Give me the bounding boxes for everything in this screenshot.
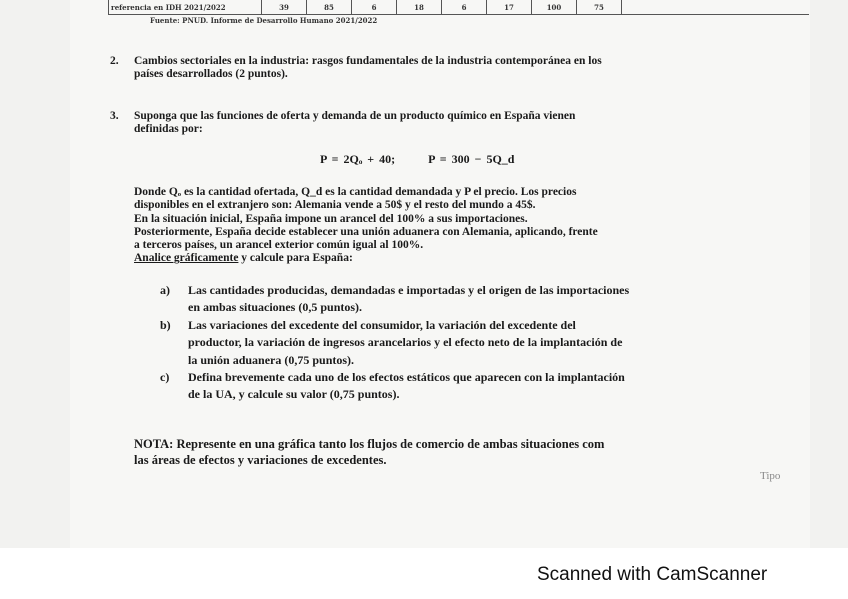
table-row-label: referencia en IDH 2021/2022 bbox=[109, 0, 262, 14]
exam-type-label: Tipo bbox=[760, 470, 781, 482]
item-line: Las cantidades producidas, demandadas e importadas y el origen de las importaciones bbox=[188, 283, 630, 297]
question-line: Suponga que las funciones de oferta y demanda de un producto químico en España vienen bbox=[134, 110, 576, 122]
problem-statement bbox=[134, 186, 774, 266]
table-cell: 39 bbox=[262, 0, 307, 14]
list-item bbox=[160, 317, 790, 369]
instruction-rest: y calcule para España: bbox=[238, 252, 353, 265]
item-line: de la UA, y calcule su valor (0,75 puntos). bbox=[188, 387, 400, 402]
note-line: NOTA: Represente en una gráfica tanto los flujos de comercio de ambas situaciones com bbox=[134, 437, 605, 451]
question-line: Cambios sectoriales en la industria: rasgos fundamentales de la industria contemporánea en los bbox=[134, 55, 602, 67]
supply-function: P = 2Qₒ + 40; bbox=[320, 152, 396, 166]
supply-demand-formula bbox=[320, 152, 514, 167]
item-line: Defina brevemente cada uno de los efectos estáticos que aparecen con la implantación bbox=[188, 370, 625, 385]
item-line: en ambas situaciones (0,5 puntos). bbox=[188, 300, 363, 315]
table-cell: 100 bbox=[532, 0, 577, 14]
underlined-instruction: Analice gráficamente bbox=[134, 252, 239, 265]
statement-line: disponibles en el extranjero son: Alemania vende a 50$ y el resto del mundo a 45$. bbox=[134, 199, 536, 212]
demand-function: P = 300 − 5Q_d bbox=[428, 152, 515, 166]
list-item bbox=[160, 369, 790, 404]
item-letter: b) bbox=[160, 317, 171, 332]
question-line: definidas por: bbox=[134, 123, 203, 136]
statement-line: En la situación inicial, España impone un arancel del 100% a sus importaciones. bbox=[134, 212, 528, 225]
statement-line: Donde Qₒ es la cantidad ofertada, Q_d es la cantidad demandada y P el precio. Los precios bbox=[134, 186, 577, 198]
question-number: 2. bbox=[110, 55, 119, 67]
item-line: productor, la variación de ingresos arancelarios y el efecto neto de la implantación de bbox=[188, 335, 623, 350]
question-text bbox=[134, 110, 575, 137]
item-line: la unión aduanera (0,75 puntos). bbox=[188, 352, 355, 367]
item-letter: c) bbox=[160, 370, 170, 385]
question-text bbox=[134, 55, 602, 82]
question-number: 3. bbox=[110, 110, 119, 122]
note-block bbox=[134, 436, 814, 468]
header-table bbox=[108, 0, 809, 15]
list-item bbox=[160, 282, 790, 317]
item-line: Las variaciones del excedente del consumidor, la variación del excedente del bbox=[188, 317, 576, 332]
table-cell: 6 bbox=[352, 0, 397, 14]
question-line: países desarrollados (2 puntos). bbox=[134, 68, 288, 81]
camscanner-watermark: Scanned with CamScanner bbox=[537, 564, 768, 585]
note-line: las áreas de efectos y variaciones de excedentes. bbox=[134, 453, 387, 467]
statement-line bbox=[134, 252, 774, 265]
table-cell: 75 bbox=[577, 0, 622, 14]
table-cell: 85 bbox=[307, 0, 352, 14]
table-source: Fuente: PNUD. Informe de Desarrollo Humano 2021/2022 bbox=[150, 16, 378, 25]
table-cell: 6 bbox=[442, 0, 487, 14]
statement-line: Posteriormente, España decide establecer una unión aduanera con Alemania, aplicando, frente bbox=[134, 225, 598, 238]
subquestion-list bbox=[160, 282, 790, 404]
item-letter: a) bbox=[160, 283, 170, 297]
table-cell: 18 bbox=[397, 0, 442, 14]
statement-line: a terceros países, un arancel exterior común igual al 100%. bbox=[134, 239, 424, 252]
table-cell: 17 bbox=[487, 0, 532, 14]
